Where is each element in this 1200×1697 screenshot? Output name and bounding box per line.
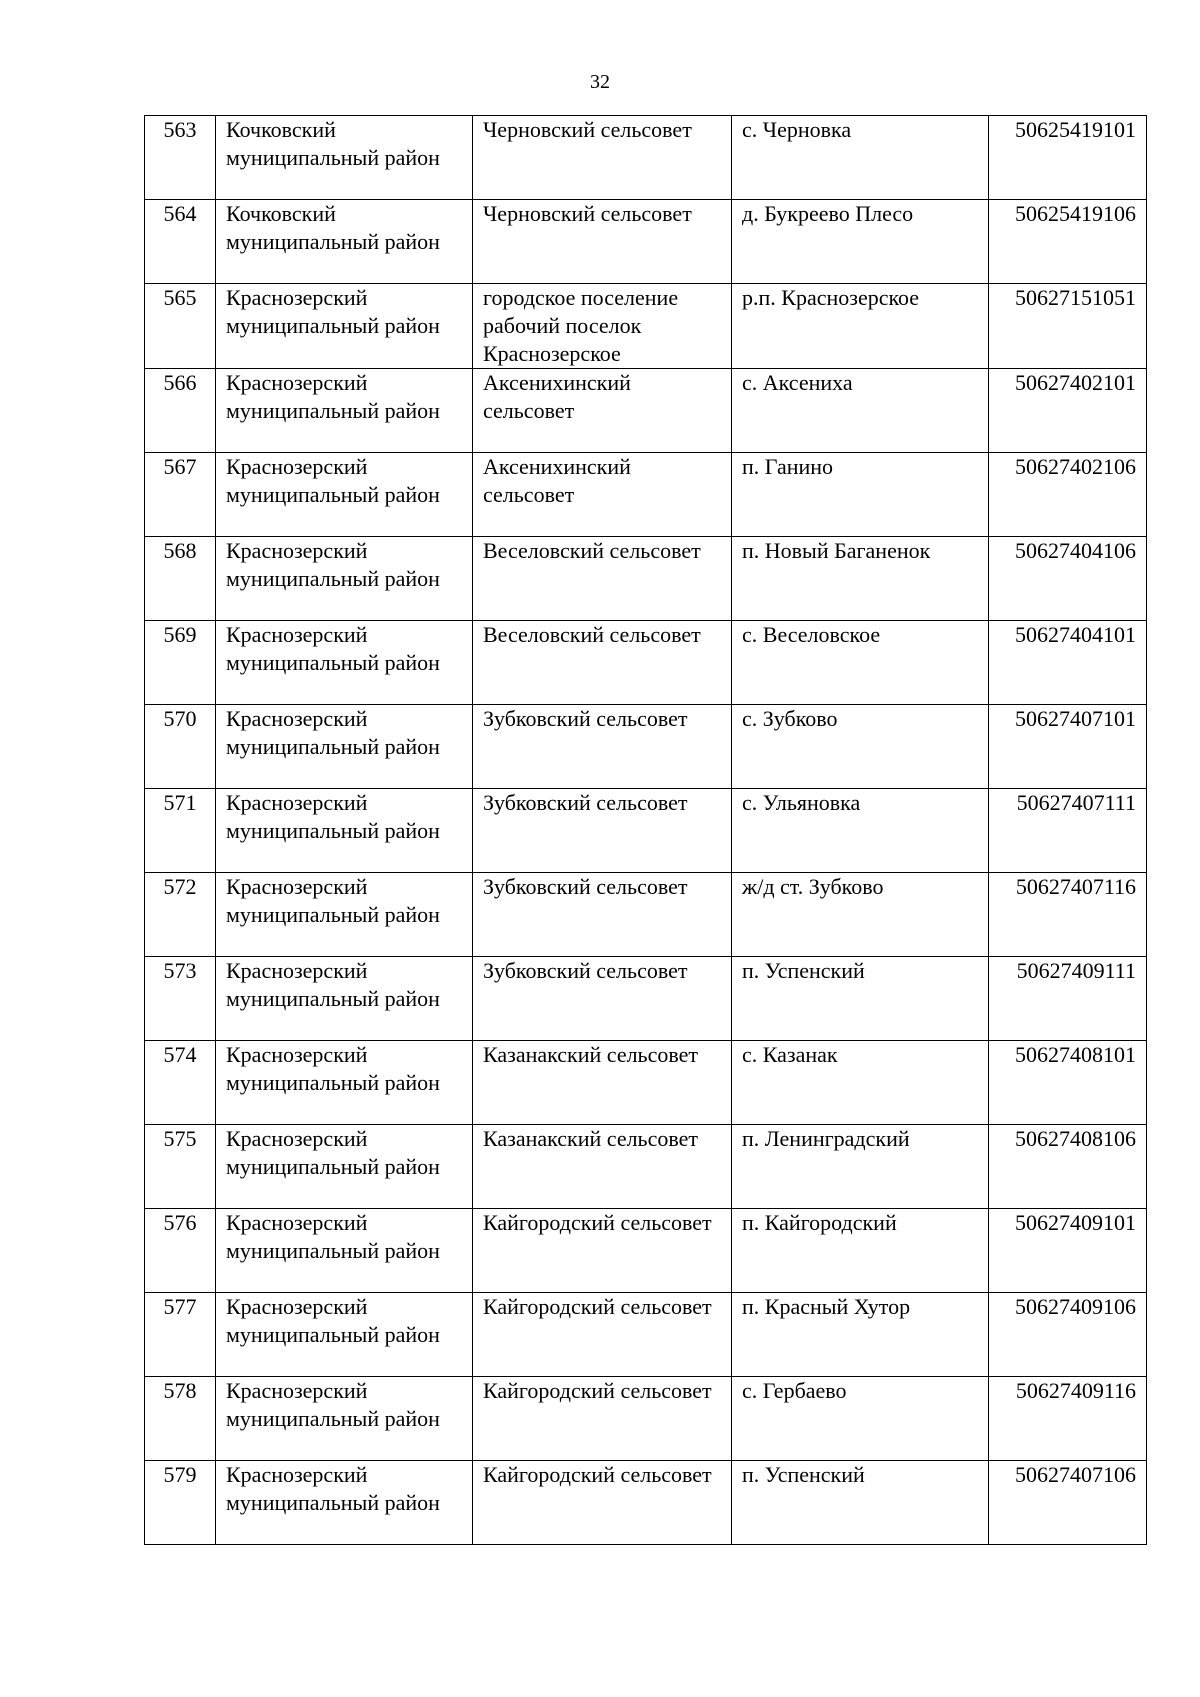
settlements-table-body	[145, 116, 1147, 1545]
table-row	[145, 1209, 1147, 1293]
settlement-cell: Кайгородский сельсовет	[473, 1209, 732, 1293]
locality-cell: ж/д ст. Зубково	[732, 873, 989, 957]
table-row	[145, 200, 1147, 284]
district-cell: Краснозерский муниципальный район	[216, 369, 473, 453]
settlement-cell: Кайгородский сельсовет	[473, 1293, 732, 1377]
locality-cell: с. Казанак	[732, 1041, 989, 1125]
settlement-cell: Веселовский сельсовет	[473, 621, 732, 705]
district-cell: Краснозерский муниципальный район	[216, 537, 473, 621]
district-cell: Краснозерский муниципальный район	[216, 705, 473, 789]
district-cell: Краснозерский муниципальный район	[216, 1461, 473, 1545]
locality-cell: с. Веселовское	[732, 621, 989, 705]
settlement-cell: Зубковский сельсовет	[473, 873, 732, 957]
district-cell: Краснозерский муниципальный район	[216, 1041, 473, 1125]
row-number: 565	[145, 284, 216, 369]
row-number: 574	[145, 1041, 216, 1125]
row-number: 568	[145, 537, 216, 621]
table-row	[145, 453, 1147, 537]
row-number: 575	[145, 1125, 216, 1209]
oktmo-code-cell: 50627404106	[989, 537, 1147, 621]
settlement-cell: Зубковский сельсовет	[473, 957, 732, 1041]
locality-cell: с. Зубково	[732, 705, 989, 789]
locality-cell: п. Ленинградский	[732, 1125, 989, 1209]
locality-cell: п. Ганино	[732, 453, 989, 537]
table-row	[145, 621, 1147, 705]
oktmo-code-cell: 50627404101	[989, 621, 1147, 705]
settlement-cell: Веселовский сельсовет	[473, 537, 732, 621]
settlement-cell: Кайгородский сельсовет	[473, 1461, 732, 1545]
settlement-cell: Казанакский сельсовет	[473, 1125, 732, 1209]
district-cell: Краснозерский муниципальный район	[216, 957, 473, 1041]
row-number: 571	[145, 789, 216, 873]
oktmo-code-cell: 50627402106	[989, 453, 1147, 537]
row-number: 572	[145, 873, 216, 957]
locality-cell: п. Кайгородский	[732, 1209, 989, 1293]
row-number: 579	[145, 1461, 216, 1545]
table-row	[145, 789, 1147, 873]
oktmo-code-cell: 50627407116	[989, 873, 1147, 957]
locality-cell: п. Красный Хутор	[732, 1293, 989, 1377]
locality-cell: п. Успенский	[732, 1461, 989, 1545]
oktmo-code-cell: 50627408101	[989, 1041, 1147, 1125]
settlement-cell: Зубковский сельсовет	[473, 789, 732, 873]
settlement-cell: Аксенихинский сельсовет	[473, 369, 732, 453]
locality-cell: с. Ульяновка	[732, 789, 989, 873]
locality-cell: с. Гербаево	[732, 1377, 989, 1461]
locality-cell: п. Успенский	[732, 957, 989, 1041]
table-row	[145, 1461, 1147, 1545]
settlement-cell: Черновский сельсовет	[473, 116, 732, 200]
settlement-cell: Зубковский сельсовет	[473, 705, 732, 789]
locality-cell: п. Новый Баганенок	[732, 537, 989, 621]
district-cell: Краснозерский муниципальный район	[216, 284, 473, 369]
table-row	[145, 116, 1147, 200]
row-number: 578	[145, 1377, 216, 1461]
locality-cell: д. Букреево Плесо	[732, 200, 989, 284]
table-row	[145, 1293, 1147, 1377]
page-number: 32	[590, 71, 610, 93]
oktmo-code-cell: 50627409106	[989, 1293, 1147, 1377]
table-row	[145, 1041, 1147, 1125]
settlement-cell: Кайгородский сельсовет	[473, 1377, 732, 1461]
district-cell: Краснозерский муниципальный район	[216, 873, 473, 957]
table-row	[145, 705, 1147, 789]
oktmo-code-cell: 50627407106	[989, 1461, 1147, 1545]
table-row	[145, 1377, 1147, 1461]
district-cell: Краснозерский муниципальный район	[216, 1293, 473, 1377]
row-number: 576	[145, 1209, 216, 1293]
row-number: 573	[145, 957, 216, 1041]
oktmo-code-cell: 50627409111	[989, 957, 1147, 1041]
row-number: 567	[145, 453, 216, 537]
district-cell: Краснозерский муниципальный район	[216, 1377, 473, 1461]
district-cell: Кочковский муниципальный район	[216, 116, 473, 200]
oktmo-code-cell: 50627409116	[989, 1377, 1147, 1461]
table-row	[145, 873, 1147, 957]
table-row	[145, 537, 1147, 621]
locality-cell: с. Черновка	[732, 116, 989, 200]
table-row	[145, 1125, 1147, 1209]
row-number: 563	[145, 116, 216, 200]
oktmo-code-cell: 50627407101	[989, 705, 1147, 789]
settlement-cell: Аксенихинский сельсовет	[473, 453, 732, 537]
district-cell: Краснозерский муниципальный район	[216, 789, 473, 873]
district-cell: Краснозерский муниципальный район	[216, 453, 473, 537]
row-number: 577	[145, 1293, 216, 1377]
oktmo-code-cell: 50627409101	[989, 1209, 1147, 1293]
oktmo-code-cell: 50627407111	[989, 789, 1147, 873]
table-row	[145, 284, 1147, 369]
district-cell: Краснозерский муниципальный район	[216, 1209, 473, 1293]
settlement-cell: Казанакский сельсовет	[473, 1041, 732, 1125]
settlement-cell: городское поселение рабочий поселок Краснозерское	[473, 284, 732, 369]
row-number: 564	[145, 200, 216, 284]
row-number: 566	[145, 369, 216, 453]
oktmo-code-cell: 50627151051	[989, 284, 1147, 369]
district-cell: Краснозерский муниципальный район	[216, 1125, 473, 1209]
settlement-cell: Черновский сельсовет	[473, 200, 732, 284]
row-number: 569	[145, 621, 216, 705]
district-cell: Краснозерский муниципальный район	[216, 621, 473, 705]
oktmo-code-cell: 50627408106	[989, 1125, 1147, 1209]
district-cell: Кочковский муниципальный район	[216, 200, 473, 284]
row-number: 570	[145, 705, 216, 789]
locality-cell: с. Аксениха	[732, 369, 989, 453]
oktmo-code-cell: 50627402101	[989, 369, 1147, 453]
oktmo-code-cell: 50625419101	[989, 116, 1147, 200]
table-row	[145, 369, 1147, 453]
oktmo-code-cell: 50625419106	[989, 200, 1147, 284]
table-row	[145, 957, 1147, 1041]
settlements-table	[144, 115, 1147, 1545]
locality-cell: р.п. Краснозерское	[732, 284, 989, 369]
